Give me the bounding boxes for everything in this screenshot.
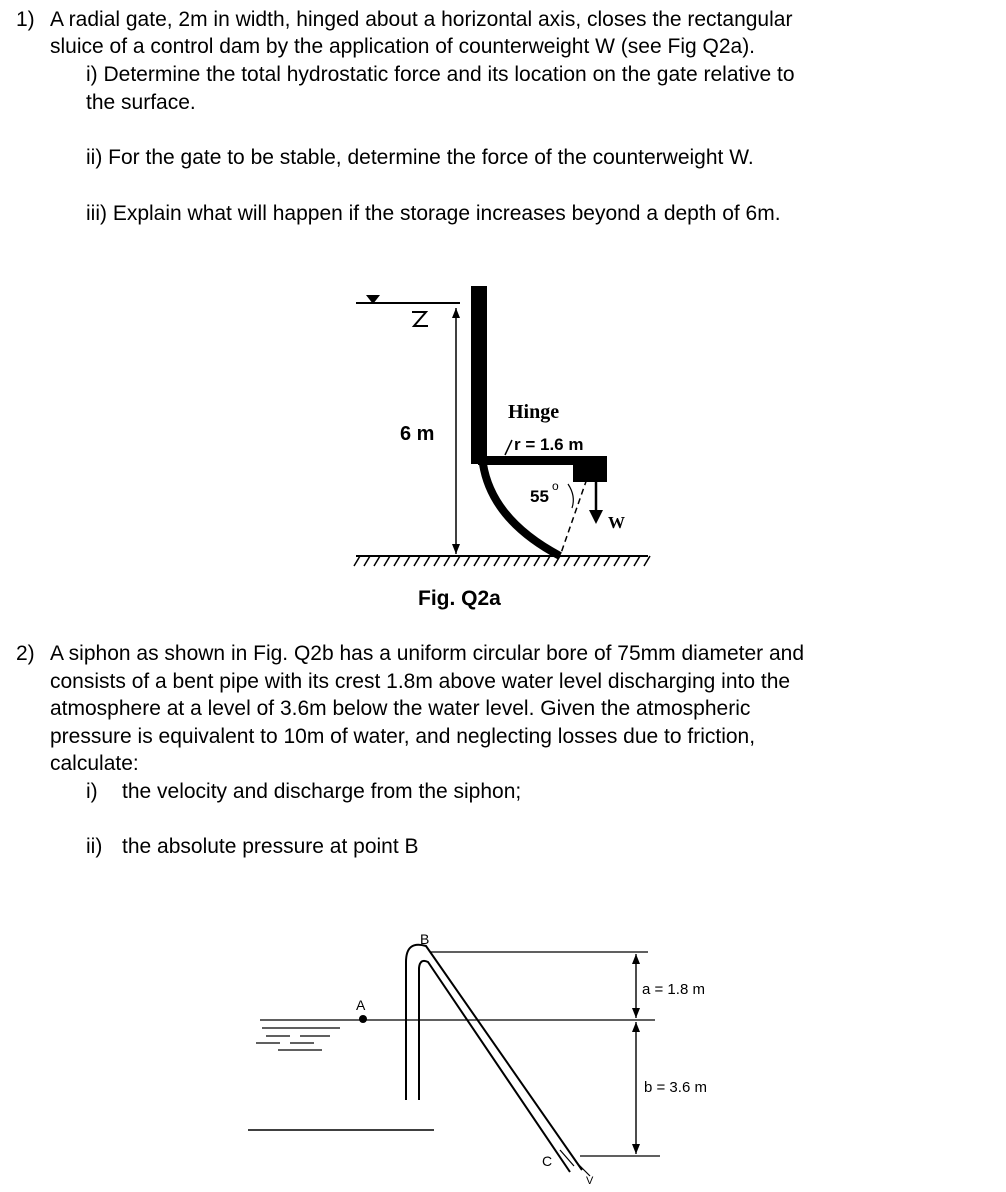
- q2-number: 2): [16, 642, 35, 665]
- q1-part-i-line2: the surface.: [86, 91, 196, 114]
- radius-label: r = 1.6 m: [514, 435, 584, 454]
- siphon-pipe-inner: [419, 961, 570, 1172]
- point-c-label: C: [542, 1153, 553, 1169]
- angle-label: 55: [530, 487, 549, 506]
- dimension-b-arrow-top: [632, 1022, 640, 1032]
- q1-number: 1): [16, 8, 35, 31]
- weight-label: W: [608, 513, 625, 532]
- point-a-label: A: [356, 997, 366, 1013]
- q2-text-line5: calculate:: [50, 752, 139, 775]
- water-ripples: [256, 1028, 340, 1050]
- q2-part-i: the velocity and discharge from the siphon;: [122, 780, 522, 803]
- point-c-arrow: [560, 1150, 574, 1166]
- q2-part-i-number: i): [86, 780, 98, 803]
- dimension-b-label: b = 3.6 m: [644, 1079, 707, 1096]
- q1-text-line2: sluice of a control dam by the application of counterweight W (see Fig Q2a).: [50, 35, 756, 58]
- q2-text-line2: consists of a bent pipe with its crest 1.8m above water level discharging into the: [50, 670, 791, 693]
- q1-part-ii: ii) For the gate to be stable, determine the force of the counterweight W.: [86, 146, 754, 169]
- dimension-a-label: a = 1.8 m: [642, 981, 705, 998]
- velocity-label: V: [586, 1175, 594, 1187]
- dimension-a-arrow-bottom: [632, 1008, 640, 1018]
- q2-text-line4: pressure is equivalent to 10m of water, and neglecting losses due to friction,: [50, 725, 756, 748]
- hinge-label: Hinge: [508, 401, 560, 423]
- q1-part-i-line1: i) Determine the total hydrostatic force and its location on the gate relative to: [86, 63, 795, 86]
- velocity-arrow: [576, 1162, 590, 1176]
- q2-text-line1: A siphon as shown in Fig. Q2b has a uniform circular bore of 75mm diameter and: [50, 642, 805, 665]
- dimension-a-arrow-top: [632, 954, 640, 964]
- siphon-pipe-outer: [406, 945, 582, 1170]
- point-b-label: B: [420, 931, 430, 947]
- q2-text-line3: atmosphere at a level of 3.6m below the water level. Given the atmospheric: [50, 697, 751, 720]
- q1-part-iii: iii) Explain what will happen if the storage increases beyond a depth of 6m.: [86, 202, 781, 225]
- degree-symbol: o: [552, 479, 559, 493]
- dimension-b-arrow-bottom: [632, 1144, 640, 1154]
- q1-text-line1: A radial gate, 2m in width, hinged about a horizontal axis, closes the rectangular: [50, 8, 793, 31]
- point-a-marker: [359, 1015, 367, 1023]
- depth-label: 6 m: [400, 423, 435, 445]
- q2-part-ii: the absolute pressure at point B: [122, 835, 419, 858]
- q2-part-ii-number: ii): [86, 835, 103, 858]
- figure-q2a-caption: Fig. Q2a: [418, 587, 501, 610]
